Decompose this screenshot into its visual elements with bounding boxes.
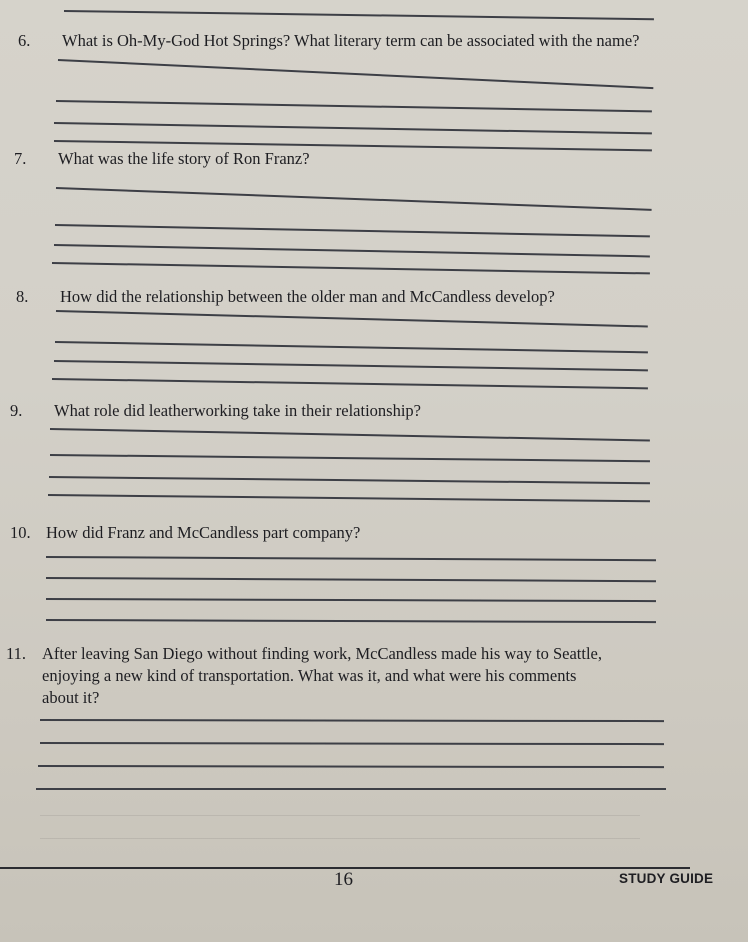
answer-line xyxy=(55,341,648,353)
answer-line xyxy=(54,122,652,134)
answer-line xyxy=(46,577,656,582)
answer-line xyxy=(58,59,653,89)
question-text: What was the life story of Ron Franz? xyxy=(58,149,310,168)
answer-line xyxy=(50,454,650,462)
question-8 xyxy=(16,286,555,308)
answer-line xyxy=(36,788,666,790)
question-number: 8. xyxy=(16,287,29,306)
answer-line xyxy=(56,187,652,210)
question-number: 9. xyxy=(10,401,23,420)
answer-line xyxy=(46,556,656,561)
question-10 xyxy=(10,522,360,544)
question-text: What is Oh-My-God Hot Springs? What literary term can be associated with the name? xyxy=(62,31,640,50)
question-number: 11. xyxy=(6,644,27,663)
answer-line xyxy=(38,765,664,768)
answer-line xyxy=(56,310,648,327)
question-text: How did the relationship between the older man and McCandless develop? xyxy=(60,287,555,306)
page-number: 16 xyxy=(334,869,353,890)
answer-line xyxy=(46,598,656,602)
answer-line xyxy=(48,494,650,502)
question-text: How did Franz and McCandless part company? xyxy=(46,523,361,542)
question-7 xyxy=(14,148,310,170)
question-11 xyxy=(6,643,602,665)
answer-line xyxy=(40,719,664,722)
answer-line xyxy=(52,378,648,389)
question-number: 6. xyxy=(18,31,31,50)
answer-line xyxy=(52,262,650,274)
answer-line xyxy=(40,742,664,745)
question-text: After leaving San Diego without finding work, McCandless made his way to Seattle, xyxy=(42,644,602,663)
answer-line xyxy=(55,224,650,237)
question-number: 10. xyxy=(10,523,31,542)
bleed-through-line xyxy=(40,838,640,839)
answer-line xyxy=(64,10,654,20)
answer-line xyxy=(46,619,656,623)
answer-line xyxy=(49,476,650,484)
question-11-continued: about it? xyxy=(42,688,100,707)
answer-line xyxy=(50,428,650,441)
question-text: What role did leatherworking take in their relationship? xyxy=(54,401,421,420)
answer-line xyxy=(54,360,648,371)
question-9 xyxy=(10,400,421,422)
question-number: 7. xyxy=(14,149,27,168)
question-6 xyxy=(18,30,639,52)
answer-line xyxy=(56,100,652,112)
question-11-continued: enjoying a new kind of transportation. What was it, and what were his comments xyxy=(42,666,577,685)
answer-line xyxy=(54,244,650,257)
bleed-through-line xyxy=(40,815,640,816)
footer-label: STUDY GUIDE xyxy=(619,871,714,886)
